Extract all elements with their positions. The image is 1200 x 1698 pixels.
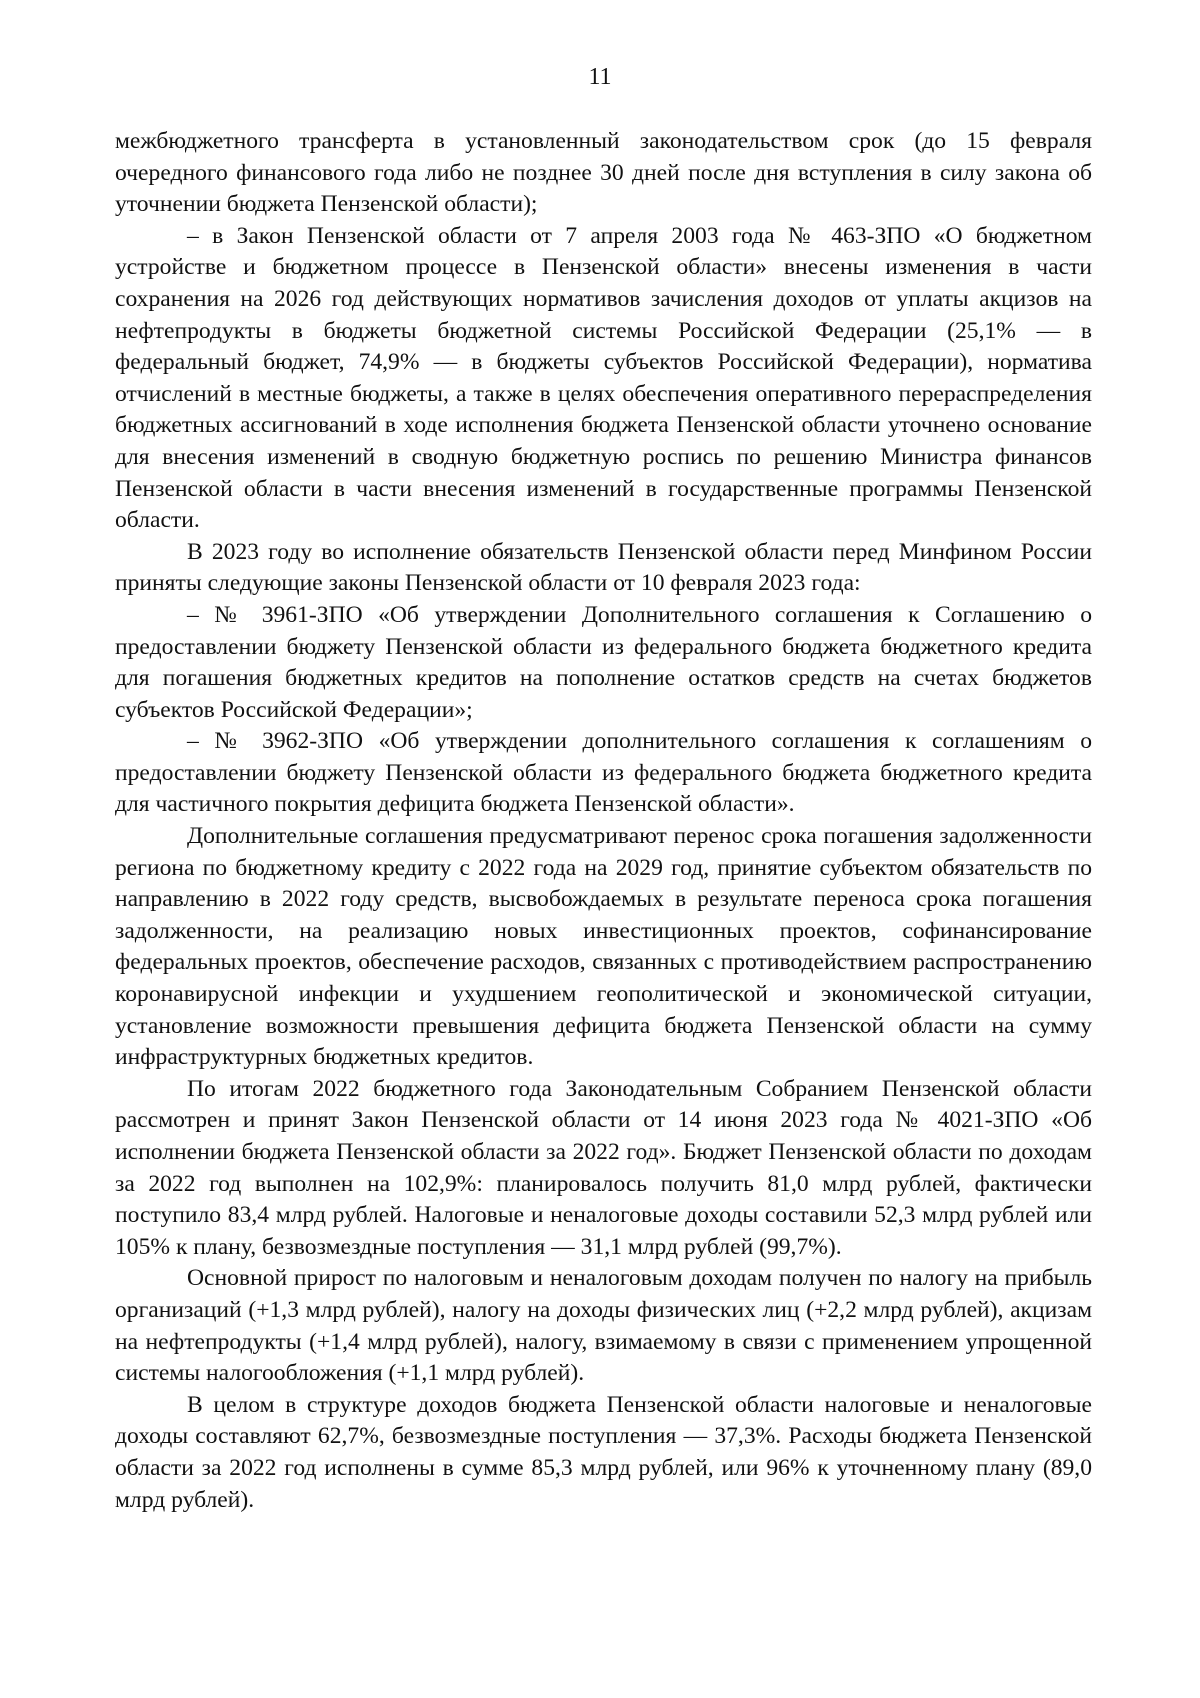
paragraph-law-3961: – № 3961-ЗПО «Об утверждении Дополнительного соглашения к Соглашению о предоставлении бюджету Пензенской области из федерального бюджета бюджетного кредита для погашения бюджетных кредитов на пополнение остатков средств на счетах бюджетов субъектов Российской Федерации»; [115, 601, 1092, 723]
page-number: 11 [588, 64, 612, 90]
paragraph-law-463-amendment: – в Закон Пензенской области от 7 апреля 2003 года № 463-ЗПО «О бюджетном устройстве и бюджетном процессе в Пензенской области» внесены изменения в части сохранения на 2026 год действующих нормативов зачисления доходов от уплаты акцизов на нефтепродукты в бюджеты бюджетной системы Российской Федерации (25,1% — в федеральный бюджет, 74,9% — в бюджеты субъектов Российской Федерации), норматива отчислений в местные бюджеты, а также в целях обеспечения оперативного перераспределения бюджетных ассигнований в ходе исполнения бюджета Пензенской области уточнено основание для внесения изменений в сводную бюджетную роспись по решению Министра финансов Пензенской области в части внесения изменений в государственные программы Пензенской области. [115, 222, 1092, 534]
paragraph-law-3962: – № 3962-ЗПО «Об утверждении дополнительного соглашения к соглашениям о предоставлении бюджету Пензенской области из федерального бюджета бюджетного кредита для частичного покрытия дефицита бюджета Пензенской области». [115, 728, 1092, 818]
document-body [115, 126, 1092, 1516]
paragraph-additional-agreements: Дополнительные соглашения предусматривают перенос срока погашения задолженности региона по бюджетному кредиту с 2022 года на 2029 год, принятие субъектом обязательств по направлению в 2022 году средств, высвобождаемых в результате переноса срока погашения задолженности, на реализацию новых инвестиционных проектов, софинансирование федеральных проектов, обеспечение расходов, связанных с противодействием распространению коронавирусной инфекции и ухудшением геополитической и экономической ситуации, установление возможности превышения дефицита бюджета Пензенской области на сумму инфраструктурных бюджетных кредитов. [115, 823, 1092, 1071]
paragraph-revenue-growth: Основной прирост по налоговым и неналоговым доходам получен по налогу на прибыль организаций (+1,3 млрд рублей), налогу на доходы физических лиц (+2,2 млрд рублей), акцизам на нефтепродукты (+1,4 млрд рублей), налогу, взимаемому в связи с применением упрощенной системы налогообложения (+1,1 млрд рублей). [115, 1265, 1092, 1387]
paragraph-2023-laws-intro: В 2023 году во исполнение обязательств Пензенской области перед Минфином России приняты следующие законы Пензенской области от 10 февраля 2023 года: [115, 538, 1092, 597]
paragraph-revenue-structure: В целом в структуре доходов бюджета Пензенской области налоговые и неналоговые доходы составляют 62,7%, безвозмездные поступления — 37,3%. Расходы бюджета Пензенской области за 2022 год исполнены в сумме 85,3 млрд рублей, или 96% к уточненному плану (89,0 млрд рублей). [115, 1391, 1092, 1513]
paragraph-continuation: межбюджетного трансферта в установленный законодательством срок (до 15 февраля очередного финансового года либо не позднее 30 дней после дня вступления в силу закона об уточнении бюджета Пензенской области); [115, 128, 1092, 218]
paragraph-budget-execution-2022: По итогам 2022 бюджетного года Законодательным Собранием Пензенской области рассмотрен и принят Закон Пензенской области от 14 июня 2023 года № 4021-ЗПО «Об исполнении бюджета Пензенской области за 2022 год». Бюджет Пензенской области по доходам за 2022 год выполнен на 102,9%: планировалось получить 81,0 млрд рублей, фактически поступило 83,4 млрд рублей. Налоговые и неналоговые доходы составили 52,3 млрд рублей или 105% к плану, безвозмездные поступления — 31,1 млрд рублей (99,7%). [115, 1075, 1092, 1260]
